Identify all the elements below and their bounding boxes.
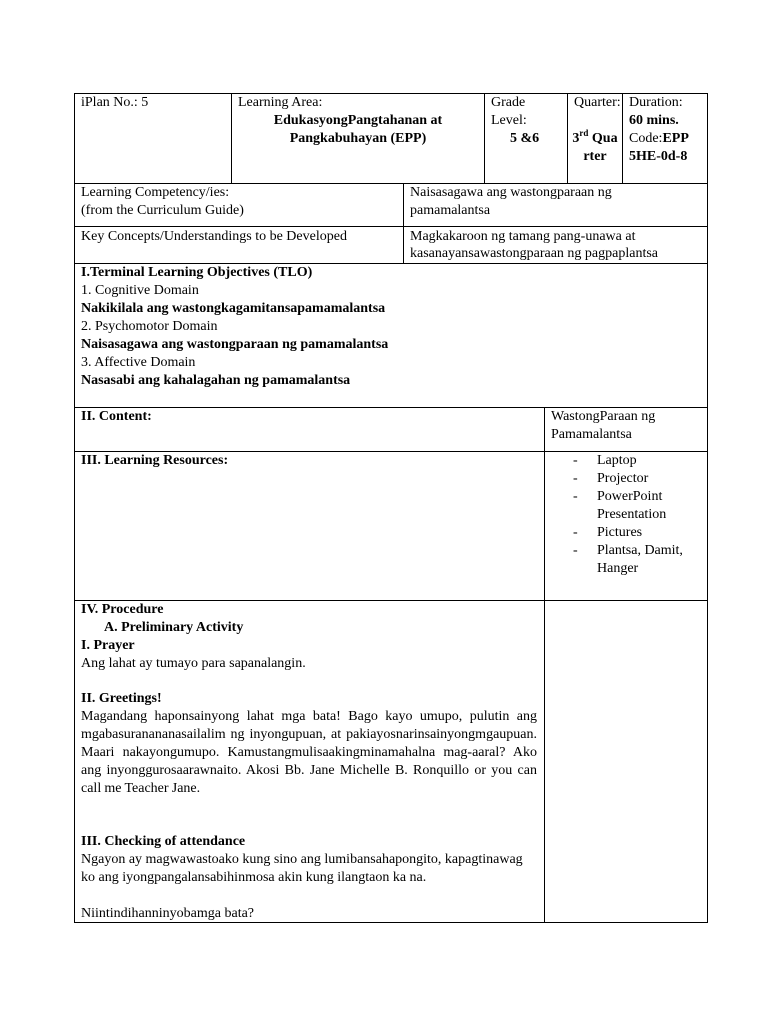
procedure-divider [544,600,545,923]
resource-item: Projector [597,471,649,486]
resource-item: Plantsa, Damit, Hanger [597,543,683,576]
greetings-heading: II. Greetings! [81,691,162,706]
tlo-objective-cognitive: Nakikilala ang wastongkagamitansapamamalantsa [81,301,386,316]
key-concepts-label: Key Concepts/Understandings to be Developed [81,229,347,244]
attendance-text: Ngayon ay magwawastoako kung sino ang lumibansahapongito, kapagtinawag ko ang iyongpangalansabihinmosa akin kung ilangtaon ka na. [81,852,523,885]
resources-list [573,452,703,578]
code-label: Code: [629,131,663,146]
competency-label: Learning Competency/ies: [81,185,230,200]
header-divider [484,93,485,184]
tlo-domain-affective: 3. Affective Domain [81,355,196,370]
duration-label: Duration: [629,95,683,110]
competency-divider [403,183,404,227]
quarter-value [570,130,620,166]
tlo-domain-psychomotor: 2. Psychomotor Domain [81,319,218,334]
list-dash: - [573,489,578,504]
key-concepts-value: Magkakaroon ng tamang pang-unawa at kasanayansawastongparaan ng pagpaplantsa [410,229,659,261]
list-item [573,488,703,524]
resource-item: PowerPoint Presentation [597,489,667,522]
duration-value: 60 mins. [629,113,679,128]
prayer-text: Ang lahat ay tumayo para sapanalangin. [81,656,306,671]
attendance-heading: III. Checking of attendance [81,834,246,849]
learning-area-value: EdukasyongPangtahanan at Pangkabuhayan (EPP) [273,113,443,146]
list-dash: - [573,471,578,486]
tlo-domain-cognitive: 1. Cognitive Domain [81,283,199,298]
grade-level-label: Grade Level: [491,95,527,128]
quarter-label: Quarter: [574,95,621,110]
competency-source: (from the Curriculum Guide) [81,203,244,218]
iplan-number: iPlan No.: 5 [81,95,149,110]
quarter-number: 3 [572,131,580,146]
greetings-text: Magandang haponsainyong lahat mga bata! Bago kayo umupo, pulutin ang mgabasuranananasailalim ng inyongupuan, at pakiayosnarinsainyongmgaupuan. Maari nakayongumupo. Kamustangmulisaakingminamahalna mag-aaral? Ako ang inyonggurosaarawnaito. Akosi Bb. Jane Michelle B. Ronquillo or you can call me Teacher Jane. [81,709,537,796]
resources-divider [544,451,545,601]
procedure-heading: IV. Procedure [81,602,164,617]
content-divider [544,407,545,452]
competency-value: Naisasagawa ang wastongparaan ng pamamalantsa [410,185,612,218]
attendance-question: Niintindihanninyobamga bata? [81,906,255,921]
list-dash: - [573,525,578,540]
content-label: II. Content: [81,409,152,424]
learning-area-label: Learning Area: [238,95,323,110]
list-dash: - [573,453,578,468]
header-divider [622,93,623,184]
quarter-ordinal: rd [579,128,589,138]
list-item [573,524,703,542]
list-item [573,470,703,488]
resource-item: Pictures [597,525,643,540]
tlo-heading: I.Terminal Learning Objectives (TLO) [81,265,313,280]
resources-label: III. Learning Resources: [81,453,229,468]
list-item [573,542,703,578]
content-value: WastongParaan ng Pamamalantsa [551,409,656,442]
list-item [573,452,703,470]
quarter-word: Quarter [583,131,618,164]
tlo-objective-affective: Nasasabi ang kahalagahan ng pamamalantsa [81,373,351,388]
header-divider [231,93,232,184]
prayer-heading: I. Prayer [81,638,135,653]
resource-item: Laptop [597,453,637,468]
preliminary-activity-heading: A. Preliminary Activity [104,620,244,635]
list-dash: - [573,543,578,558]
key-concepts-divider [403,226,404,264]
code [629,130,705,166]
tlo-objective-psychomotor: Naisasagawa ang wastongparaan ng pamamalantsa [81,337,389,352]
code-value: EPP 5HE-0d-8 [629,131,689,164]
grade-level-value: 5 &6 [510,131,540,146]
